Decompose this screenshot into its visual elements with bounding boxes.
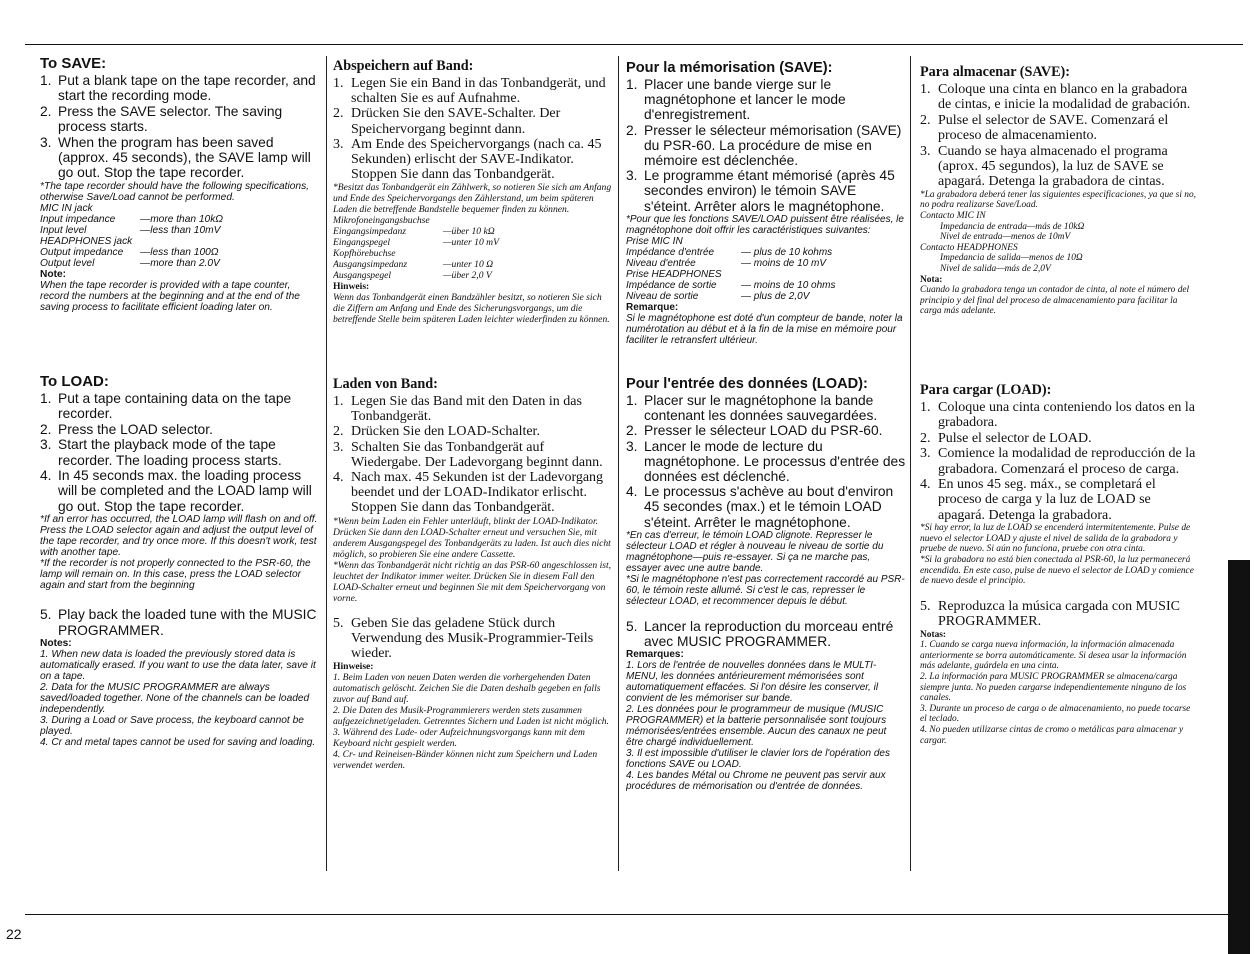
german-load-section bbox=[333, 376, 613, 771]
column-divider-1 bbox=[326, 56, 327, 871]
spec-note: *The tape recorder should have the following specifications, otherwise Save/Load cannot be performed. MIC IN jack Input impedance —more than 10kΩ Input level —less than 10mV HEADPHONES jack Output impedance —less than 100Ω Output level —more than 2.0V Note: When the tape recorder is provided with a tape counter, record the numbers at the beginning and at the end of the saving process to facilitate efficient loading later on. bbox=[40, 180, 309, 313]
list-item: 2. Pulse el selector de SAVE. Comenzará el proceso de almacenamiento. bbox=[920, 112, 1169, 144]
load-notes: Remarques: 1. Lors de l'entrée de nouvelles données dans le MULTI-MENU, les données antérieurement mémorisées sont automatiquement effacées. Si l'on désire les conserver, il convient de les mémoriser sur bande. 2. Les données pour le programmeur de musique (MUSIC PROGRAMMER) et la batterie personnalisée sont toujours mémorisées/entrées ensemble. Aucun des canaux ne peut être chargé individuellement. 3. Il est impossible d'utiliser le clavier lors de l'opération des fonctions SAVE ou LOAD. 4. Les bandes Métal ou Chrome ne peuvent pas servir aux procédures de mémorisation ou d'entrée de données. bbox=[626, 649, 890, 793]
column-divider-2 bbox=[618, 56, 619, 871]
english-load-section bbox=[40, 373, 320, 748]
french-column bbox=[626, 60, 906, 865]
list-item: 1. Legen Sie das Band mit den Daten in das Tonbandgerät. bbox=[333, 394, 582, 425]
column-divider-3 bbox=[910, 56, 911, 871]
load-note: *Wenn beim Laden ein Fehler unterläuft, blinkt der LOAD-Indikator. Drücken Sie dann den LOAD-Schalter erneut und versuchen Sie, mit anderem Ausgangspegel des Tonbandgeräts zu laden. Ist auch dies nicht möglich, so probieren Sie eine andere Cassette. *Wenn das Tonbandgerät nicht richtig an das PSR-60 angeschlossen ist, leuchtet der Indikator immer weiter. Drücken Sie in diesem Fall den LOAD-Schalter erneut und beginnen Sie mit dem Speichervorgang von vorne. bbox=[333, 515, 612, 604]
section-heading: Para almacenar (SAVE): bbox=[920, 64, 1070, 80]
page-number: 22 bbox=[6, 926, 22, 942]
spanish-save-section bbox=[920, 64, 1196, 317]
load-note: *Si hay error, la luz de LOAD se encenderá intermitentemente. Pulse de nuevo el selector LOAD y ajuste el nivel de salida de la grabadora y pruebe de nuevo. Si aún no funciona, pruebe con otra cinta. *Si la grabadora no está bien conectada al PSR-60, la luz permanecerá encendida. En este caso, pulse de nuevo el selector de LOAD y comience de nuevo desde el principio. bbox=[920, 523, 1194, 587]
spec-note: *Besitzt das Tonbandgerät ein Zählwerk, so notieren Sie sich am Anfang und Ende des Speichervorgangs den Zählerstand, um beim späteren Laden die betreffende Bandstelle bequemer finden zu können. Mikrofoneingangsbuchse Eingangsimpedanz —über 10 kΩ Eingangspegel —unter 10 mV Kopfhörebuchse Ausgangsimpedanz —unter 10 Ω Ausgangspegel —über 2,0 V Hinweis: Wenn das Tonbandgerät einen Bandzähler besitzt, so notieren Sie sich die Ziffern am Anfang und Ende des Sicherungsvorgangs, um die betreffende Stelle beim späteren Laden leichter wiederfinden zu können. bbox=[333, 182, 612, 326]
section-heading: Laden von Band: bbox=[333, 376, 438, 392]
list-item: 3. Le programme étant mémorisé (après 45 secondes environ) le témoin SAVE s'éteint. Arrêter alors le magnétophone. bbox=[626, 168, 895, 214]
list-item: 2. Presser le sélecteur mémorisation (SAVE) du PSR-60. La procédure de mise en mémoire est déclenchée. bbox=[626, 122, 902, 169]
list-item: 2. Press the SAVE selector. The saving process starts. bbox=[40, 103, 283, 135]
french-load-section bbox=[626, 376, 906, 792]
list-item: 4. Nach max. 45 Sekunden ist der Ladevorgang beendet und der LOAD-Indikator erlischt. Stoppen Sie dann das Tonbandgerät. bbox=[333, 470, 604, 516]
section-heading: Para cargar (LOAD): bbox=[920, 382, 1052, 398]
section-heading: To SAVE: bbox=[40, 55, 107, 72]
section-heading: Abspeichern auf Band: bbox=[333, 58, 474, 74]
list-item: 3. Cuando se haya almacenado el programa (aprox. 45 segundos), la luz de SAVE se apagará. Detenga la grabadora de cintas. bbox=[920, 143, 1168, 190]
spanish-load-section bbox=[920, 382, 1196, 746]
french-save-section bbox=[626, 60, 906, 346]
list-item: 3. Lancer le mode de lecture du magnétophone. Le processus d'entrée des données est déclenché. bbox=[626, 438, 906, 485]
load-notes: Hinweise: 1. Beim Laden von neuen Daten werden die vorhergehenden Daten automatisch gelöscht. Zeichen Sie die Daten deshalb gegeben en falls zuvor auf Band auf. 2. Die Daten des Musik-Programmierers werden stets zusammen aufgezeichnet/geladen. Getrenntes Sichern und Laden ist nicht möglich. 3. Während des Lade- oder Aufzeichnungsvorgangs kann mit dem Keyboard nicht gespielt werden. 4. Cr- und Reineisen-Bänder können nicht zum Speichern und Laden verwendet werden. bbox=[333, 661, 609, 772]
list-item: 3. Comience la modalidad de reproducción de la grabadora. Comenzará el proceso de carga. bbox=[920, 446, 1196, 477]
list-item: 3. When the program has been saved (approx. 45 seconds), the SAVE lamp will go out. Stop the tape recorder. bbox=[40, 134, 311, 181]
load-note: *If an error has occurred, the LOAD lamp will flash on and off. Press the LOAD selector again and adjust the output level of the tape recorder, and try once more. If this doesn't work, test with another tape. *If the recorder is not properly connected to the PSR-60, the lamp will remain on. In this case, press the LOAD selector again and start from the beginning bbox=[40, 514, 318, 592]
list-item: 2. Drücken Sie den SAVE-Schalter. Der Speichervorgang beginnt dann. bbox=[333, 106, 561, 137]
load-steps bbox=[40, 391, 320, 514]
list-item: 1. Placer une bande vierge sur le magnétophone et lancer le mode d'enregistrement. bbox=[626, 77, 846, 123]
list-item: 1. Put a tape containing data on the tape recorder. bbox=[40, 391, 292, 422]
list-item: 2. Drücken Sie den LOAD-Schalter. bbox=[333, 424, 540, 440]
list-item: 2. Pulse el selector de LOAD. bbox=[920, 430, 1092, 446]
section-heading: Pour l'entrée des données (LOAD): bbox=[626, 376, 868, 392]
save-steps bbox=[40, 73, 320, 181]
section-heading: To LOAD: bbox=[40, 373, 109, 390]
english-column bbox=[40, 55, 320, 865]
bottom-rule bbox=[25, 914, 1243, 915]
list-item: 1. Put a blank tape on the tape recorder, and start the recording mode. bbox=[40, 73, 316, 104]
english-save-section bbox=[40, 55, 320, 313]
german-column bbox=[333, 58, 613, 868]
list-item: 2. Presser le sélecteur LOAD du PSR-60. bbox=[626, 423, 883, 439]
list-item: 1. Legen Sie ein Band in das Tonbandgerät, und schalten Sie es auf Aufnahme. bbox=[333, 76, 606, 107]
list-item: 3. Start the playback mode of the tape recorder. The loading process starts. bbox=[40, 437, 282, 468]
load-note: *En cas d'erreur, le témoin LOAD clignote. Represser le sélecteur LOAD et régler à nouveau le niveau de sortie du magnétophone—puis re-essayer. Si ça ne marche pas, essayer avec une autre bande. *Si le magnétophone n'est pas correctement raccordé au PSR-60, le témoin reste allumé. Si c'est le cas, represser le sélecteur LOAD, et recommencer depuis le début. bbox=[626, 529, 905, 607]
spec-note: *Pour que les fonctions SAVE/LOAD puissent être réalisées, le magnétophone doit offrir les caractéristiques suivantes: Prise MIC IN Impédance d'entrée — plus de 10 kohms Niveau d'entrée — moins de 10 mV Prise HEADPHONES Impédance de sortie — moins de 10 ohms Niveau de sortie — plus de 2,0V Remarque: Si le magnétophone est doté d'un compteur de bande, noter la numérotation au début et à la fin de la mise en mémoire pour faciliter le retransfert ultérieur. bbox=[626, 213, 904, 346]
top-rule bbox=[25, 44, 1243, 45]
list-item: 3. Am Ende des Speichervorgangs (nach ca. 45 Sekunden) erlischt der SAVE-Indikator. Stoppen Sie dann das Tonbandgerät. bbox=[333, 136, 602, 183]
list-item: 5. Play back the loaded tune with the MUSIC PROGRAMMER. bbox=[40, 607, 317, 638]
list-item: 5. Lancer la reproduction du morceau entré avec MUSIC PROGRAMMER. bbox=[626, 618, 894, 650]
list-item: 4. Le processus s'achève au bout d'environ 45 secondes (max.) et le témoin LOAD s'éteint. Arrêter le magnétophone. bbox=[626, 484, 894, 530]
list-item: 1. Coloque una cinta conteniendo los datos en la grabadora. bbox=[920, 400, 1195, 431]
spec-note: *La grabadora deberá tener las siguientes especificaciones, ya que si no, no podra realizarse Save/Load. Contacto MIC IN Impedancia de entrada—más de 10kΩ Nivel de entrada—menos de 10mV Contacto HEADPHONES Impedancia de salida—menos de 10Ω Nivel de salida—más de 2,0V Nota: Cuando la grabadora tenga un contador de cinta, al note el número del principio y del final del proceso de almacenamiento para facilitar la carga más adelante. bbox=[920, 189, 1196, 317]
list-item: 4. En unos 45 seg. máx., se completará el proceso de carga y la luz de LOAD se apagará. Detenga la grabadora. bbox=[920, 477, 1156, 523]
list-item: 1. Coloque una cinta en blanco en la grabadora de cintas, e inicie la modalidad de grabación. bbox=[920, 82, 1191, 113]
load-notes: Notes: 1. When new data is loaded the previously stored data is automatically erased. If you want to use the data later, save it on a tape. 2. Data for the MUSIC PROGRAMMER are always saved/loaded together. None of the channels can be loaded independently. 3. During a Load or Save process, the keyboard cannot be played. 4. Cr and metal tapes cannot be used for saving and loading. bbox=[40, 638, 316, 749]
list-item: 5. Reproduzca la música cargada con MUSIC PROGRAMMER. bbox=[920, 598, 1180, 630]
spanish-column bbox=[920, 64, 1196, 869]
list-item: 3. Schalten Sie das Tonbandgerät auf Wiedergabe. Der Ladevorgang beginnt dann. bbox=[333, 439, 603, 470]
list-item: 4. In 45 seconds max. the loading process will be completed and the LOAD lamp will go out. Stop the tape recorder. bbox=[40, 468, 312, 514]
page-edge-shadow bbox=[1228, 560, 1250, 954]
list-item: 2. Press the LOAD selector. bbox=[40, 421, 213, 437]
list-item: 5. Geben Sie das geladene Stück durch Verwendung des Musik-Programmier-Teils wieder. bbox=[333, 615, 594, 662]
german-save-section bbox=[333, 58, 613, 325]
list-item: 1. Placer sur le magnétophone la bande contenant les données sauvegardées. bbox=[626, 393, 878, 424]
load-notes: Notas: 1. Cuando se carga nueva información, la información almacenada anteriormente se borra automáticamente. Si desea usar la información más adelante, guárdela en una cinta. 2. La información para MUSIC PROGRAMMER se almacena/carga siempre junta. No pueden cargarse independientemente ninguno de los canales. 3. Durante un proceso de carga o de almacenamiento, no puede tocarse el teclado. 4. No pueden utilizarse cintas de cromo o metálicas para almacenar y cargar. bbox=[920, 629, 1191, 746]
section-heading: Pour la mémorisation (SAVE): bbox=[626, 60, 833, 76]
